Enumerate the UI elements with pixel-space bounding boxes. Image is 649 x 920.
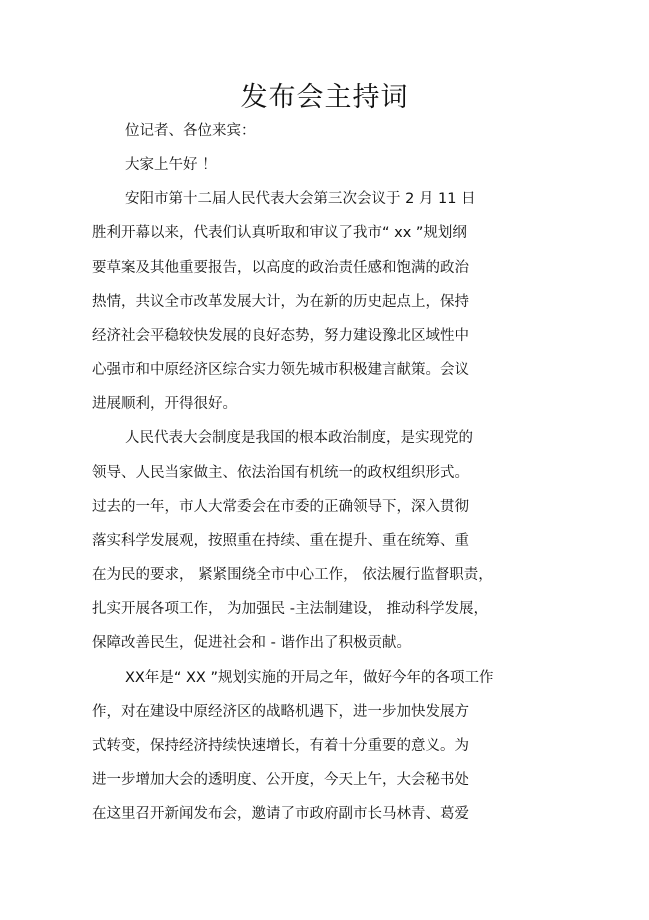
document-title: 发布会主持词 (240, 82, 409, 113)
text-line: 人民代表大会制度是我国的根本政治制度，是实现党的 (125, 430, 473, 446)
text-line: 进一步增加大会的透明度、公开度，今天上午，大会秘书处 (92, 772, 469, 788)
text-line: 在这里召开新闻发布会，邀请了市政府副市长马林青、葛爱 (92, 806, 469, 822)
text-line: 大家上午好 ！ (125, 157, 217, 173)
text-line: 领导、人民当家做主、依法治国有机统一的政权组织形式。 (92, 465, 469, 481)
text-line: 经济社会平稳较快发展的良好态势，努力建设豫北区域性中 (92, 328, 469, 344)
text-line: 过去的一年，市人大常委会在市委的正确领导下，深入贯彻 (92, 499, 469, 515)
text-line: 作，对在建设中原经济区的战略机遇下，进一步加快发展方 (92, 704, 469, 720)
text-line: 在为民的要求， 紧紧围绕全市中心工作， 依法履行监督职责， (92, 567, 493, 583)
text-line: 要草案及其他重要报告，以高度的政治责任感和饱满的政治 (92, 260, 469, 276)
text-line: 位记者、各位来宾： (125, 123, 256, 139)
text-line: 热情，共议全市改革发展大计，为在新的历史起点上，保持 (92, 294, 469, 310)
text-line: 心强市和中原经济区综合实力领先城市积极建言献策。会议 (92, 362, 469, 378)
text-line: 安阳市第十二届人民代表大会第三次会议于 2 月 11 日 (125, 191, 476, 207)
text-line: 保障改善民生，促进社会和 - 谐作出了积极贡献。 (92, 635, 411, 651)
text-line: 进展顺利，开得很好。 (92, 396, 237, 412)
text-line: 落实科学发展观，按照重在持续、重在提升、重在统筹、重 (92, 533, 469, 549)
text-line: 胜利开幕以来，代表们认真听取和审议了我市“ xx ”规划纲 (92, 225, 467, 241)
text-line: XX年是“ XX ”规划实施的开局之年，做好今年的各项工作 (125, 670, 494, 686)
text-line: 扎实开展各项工作， 为加强民 -主法制建设， 推动科学发展， (92, 601, 489, 617)
text-line: 式转变，保持经济持续快速增长，有着十分重要的意义。为 (92, 738, 469, 754)
